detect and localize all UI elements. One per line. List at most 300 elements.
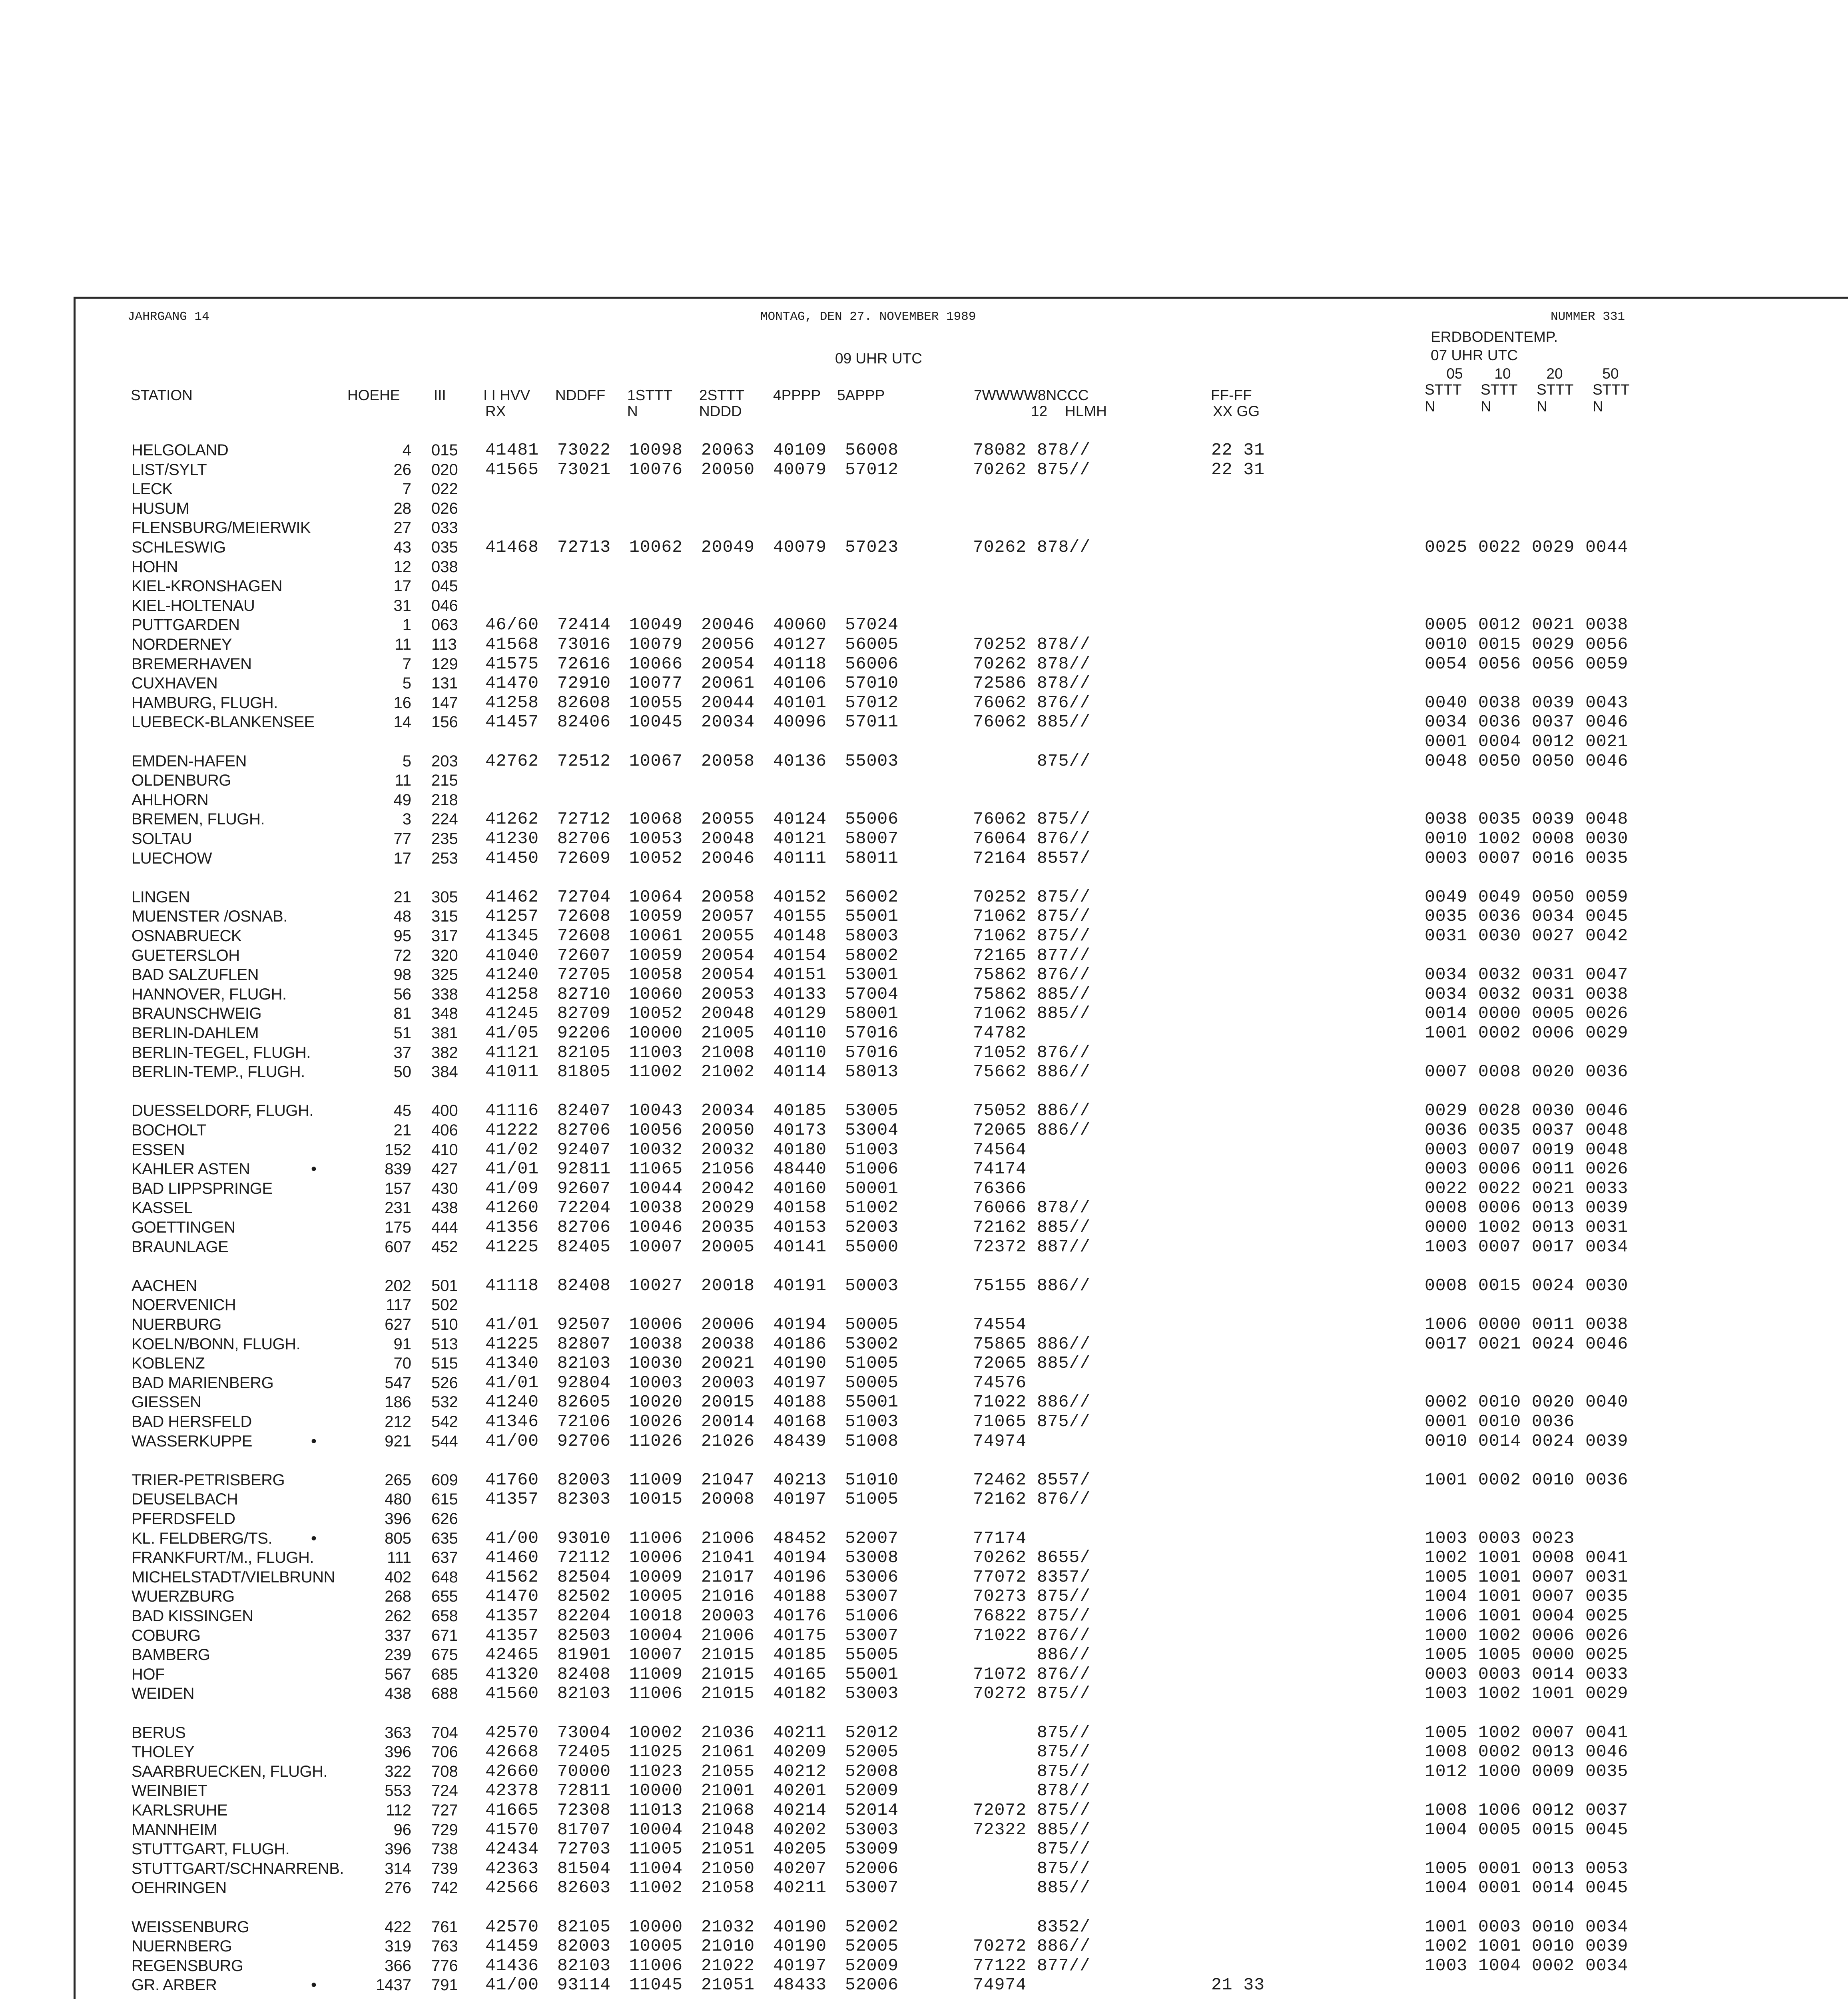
synop-group: 875//	[1037, 1722, 1091, 1742]
synop-group: 76062	[973, 809, 1027, 829]
synop-group: 41450	[485, 848, 539, 868]
synop-group: 886//	[1037, 1392, 1091, 1412]
station-number: 338	[431, 985, 458, 1003]
station-height: 31	[393, 597, 411, 614]
station-height: 265	[385, 1471, 411, 1489]
station-name: NUERNBERG	[132, 1937, 232, 1955]
synop-group: 10060	[629, 984, 683, 1004]
synop-group: 20048	[701, 829, 755, 848]
synop-group: 885//	[1037, 1819, 1091, 1839]
station-number: 727	[431, 1801, 458, 1819]
synop-group: 20054	[701, 654, 755, 674]
synop-group: 10061	[629, 926, 683, 946]
synop-group: 58003	[845, 926, 899, 946]
synop-group: 40160	[773, 1178, 827, 1198]
synop-group: 10032	[629, 1139, 683, 1159]
column-hlmh: HLMH	[1065, 403, 1107, 419]
synop-group: 74782	[973, 1023, 1027, 1043]
synop-group: 10046	[629, 1217, 683, 1237]
table-row	[76, 1004, 1848, 1023]
synop-group: 11003	[629, 1042, 683, 1062]
synop-group: 10045	[629, 712, 683, 732]
synop-group: 877//	[1037, 945, 1091, 965]
station-name: KL. FELDBERG/TS.	[132, 1529, 273, 1547]
synop-group: 20006	[701, 1315, 755, 1334]
synop-group: 40101	[773, 692, 827, 712]
station-height: 50	[393, 1063, 411, 1081]
synop-group: 20057	[701, 906, 755, 926]
synop-group: 53007	[845, 1878, 899, 1898]
table-row	[76, 1023, 1848, 1043]
station-number: 658	[431, 1607, 458, 1625]
synop-group: 40096	[773, 712, 827, 732]
synop-group: 52012	[845, 1722, 899, 1742]
soil-temperatures: 0017 0021 0024 0046	[1425, 1334, 1629, 1354]
synop-group: 81504	[557, 1858, 611, 1878]
table-row	[76, 596, 1848, 616]
synop-group: 40154	[773, 945, 827, 965]
column-nddd: NDDD	[699, 403, 742, 419]
station-height: 402	[385, 1568, 411, 1586]
soil-temperatures: 0008 0006 0013 0039	[1425, 1198, 1629, 1218]
synop-group: 20046	[701, 848, 755, 868]
soil-temperatures: 1008 1006 0012 0037	[1425, 1800, 1629, 1820]
station-height: 98	[393, 966, 411, 984]
synop-group: 76062	[973, 712, 1027, 732]
synop-group: 10068	[629, 809, 683, 829]
synop-group: 72512	[557, 751, 611, 771]
soil-temperatures: 1003 0007 0017 0034	[1425, 1237, 1629, 1257]
synop-group: 40111	[773, 848, 827, 868]
synop-group: 82105	[557, 1042, 611, 1062]
synop-group: 10004	[629, 1625, 683, 1645]
station-number: 317	[431, 927, 458, 945]
station-height: 314	[385, 1859, 411, 1877]
synop-group: 21010	[701, 1936, 755, 1956]
station-name: OLDENBURG	[132, 772, 231, 790]
table-row	[76, 1898, 1848, 1917]
synop-group: 40194	[773, 1548, 827, 1568]
synop-group: 92804	[557, 1373, 611, 1393]
synop-group: 10005	[629, 1586, 683, 1606]
synop-group: 876//	[1037, 829, 1091, 848]
station-height: 157	[385, 1179, 411, 1197]
station-number: 685	[431, 1665, 458, 1683]
synop-group: 55001	[845, 906, 899, 926]
station-name: BERLIN-TEGEL, FLUGH.	[132, 1043, 311, 1061]
station-height: 12	[393, 558, 411, 576]
mountain-station-marker: •	[311, 1529, 317, 1547]
station-name: LUEBECK-BLANKENSEE	[132, 713, 315, 731]
column-hoehe: HOEHE	[347, 387, 400, 403]
synop-group: 40214	[773, 1800, 827, 1820]
synop-group: 11009	[629, 1470, 683, 1490]
station-height: 21	[393, 888, 411, 906]
synop-group: 53007	[845, 1586, 899, 1606]
station-height: 45	[393, 1102, 411, 1120]
synop-group: 886//	[1037, 1334, 1091, 1354]
synop-group: 72607	[557, 945, 611, 965]
synop-group: 75862	[973, 984, 1027, 1004]
station-number: 325	[431, 966, 458, 984]
station-height: 627	[385, 1316, 411, 1333]
synop-group: 40079	[773, 537, 827, 557]
station-height: 49	[393, 791, 411, 809]
synop-group: 82709	[557, 1003, 611, 1023]
station-height: 396	[385, 1840, 411, 1858]
column-4pppp: 4PPPP	[773, 387, 821, 403]
soil-temperatures: 1004 1001 0007 0035	[1425, 1586, 1629, 1606]
soil-temperatures: 0014 0000 0005 0026	[1425, 1003, 1629, 1023]
synop-group: 40190	[773, 1936, 827, 1956]
synop-group: 72065	[973, 1353, 1027, 1373]
synop-group: 40188	[773, 1392, 827, 1412]
synop-group: 41568	[485, 634, 539, 654]
table-row	[76, 1140, 1848, 1160]
station-name: KAHLER ASTEN	[132, 1160, 250, 1178]
synop-group: 73016	[557, 634, 611, 654]
table-row	[76, 1451, 1848, 1470]
station-name: BAD SALZUFLEN	[132, 966, 259, 984]
mountain-station-marker: •	[311, 1432, 317, 1450]
station-name: GIESSEN	[132, 1393, 201, 1411]
synop-group: 20053	[701, 984, 755, 1004]
soil-temperatures: 1003 1004 0002 0034	[1425, 1955, 1629, 1975]
station-height: 480	[385, 1490, 411, 1508]
table-row	[76, 849, 1848, 868]
soil-temperatures: 0034 0032 0031 0038	[1425, 984, 1629, 1004]
synop-group: 74974	[973, 1431, 1027, 1451]
synop-group: 10003	[629, 1373, 683, 1393]
synop-group: 40109	[773, 440, 827, 460]
synop-group: 41356	[485, 1217, 539, 1237]
synop-group: 41/01	[485, 1159, 539, 1179]
column-1sttt: 1STTT	[627, 387, 673, 403]
synop-group: 40148	[773, 926, 827, 946]
synop-group: 20032	[701, 1139, 755, 1159]
column-iii: III	[434, 387, 446, 403]
station-number: 510	[431, 1316, 458, 1333]
soil-temperatures: 1003 1002 1001 0029	[1425, 1684, 1629, 1704]
soil-sttt-05: STTT	[1425, 381, 1462, 398]
station-number: 626	[431, 1510, 458, 1528]
station-height: 396	[385, 1510, 411, 1528]
synop-group: 21015	[701, 1684, 755, 1704]
soil-temperature-title: ERDBODENTEMP.	[1431, 329, 1558, 345]
synop-group: 885//	[1037, 1217, 1091, 1237]
synop-group: 41/02	[485, 1139, 539, 1159]
station-height: 231	[385, 1199, 411, 1217]
synop-group: 53008	[845, 1548, 899, 1568]
synop-group: 11013	[629, 1800, 683, 1820]
synop-group: 21050	[701, 1858, 755, 1878]
synop-group: 82408	[557, 1275, 611, 1295]
station-height: 16	[393, 694, 411, 712]
soil-temperatures: 0000 1002 0013 0031	[1425, 1217, 1629, 1237]
station-number: 156	[431, 713, 458, 731]
synop-group: 57004	[845, 984, 899, 1004]
synop-group: 876//	[1037, 1042, 1091, 1062]
station-height: 95	[393, 927, 411, 945]
table-row	[76, 1956, 1848, 1976]
synop-group: 75155	[973, 1275, 1027, 1295]
synop-group: 11025	[629, 1742, 683, 1762]
synop-group: 40185	[773, 1645, 827, 1665]
station-name: KOELN/BONN, FLUGH.	[132, 1335, 301, 1353]
synop-group: 42378	[485, 1781, 539, 1801]
synop-group: 51010	[845, 1470, 899, 1490]
synop-group: 11002	[629, 1878, 683, 1898]
synop-group: 72308	[557, 1800, 611, 1820]
station-height: 396	[385, 1743, 411, 1761]
synop-group: 41462	[485, 887, 539, 907]
station-number: 544	[431, 1432, 458, 1450]
station-number: 675	[431, 1646, 458, 1664]
soil-sttt-50: STTT	[1593, 381, 1630, 398]
station-number: 502	[431, 1296, 458, 1314]
synop-group: 41240	[485, 965, 539, 985]
synop-group: 10006	[629, 1315, 683, 1334]
soil-temperatures: 1006 0000 0011 0038	[1425, 1315, 1629, 1334]
station-name: DEUSELBACH	[132, 1490, 238, 1508]
data-sheet	[74, 297, 1848, 1999]
table-row	[76, 1587, 1848, 1606]
synop-group: 82103	[557, 1955, 611, 1975]
soil-depth-05: 05	[1446, 365, 1463, 382]
synop-group: 82706	[557, 1217, 611, 1237]
synop-group: 71052	[973, 1042, 1027, 1062]
station-name: EMDEN-HAFEN	[132, 752, 247, 770]
station-number: 724	[431, 1782, 458, 1800]
station-name: GUETERSLOH	[132, 946, 240, 964]
synop-group: 11009	[629, 1664, 683, 1684]
synop-group: 58002	[845, 945, 899, 965]
table-row	[76, 946, 1848, 966]
synop-group: 875//	[1037, 809, 1091, 829]
synop-group: 75865	[973, 1334, 1027, 1354]
synop-group: 20042	[701, 1178, 755, 1198]
station-number: 063	[431, 616, 458, 634]
synop-group: 82503	[557, 1625, 611, 1645]
soil-temperatures: 0034 0036 0037 0046	[1425, 712, 1629, 732]
synop-group: 72162	[973, 1489, 1027, 1509]
synop-group: 21048	[701, 1819, 755, 1839]
synop-group: 70262	[973, 654, 1027, 674]
synop-group: 11026	[629, 1431, 683, 1451]
station-height: 363	[385, 1724, 411, 1742]
station-number: 742	[431, 1879, 458, 1897]
synop-group: 40151	[773, 965, 827, 985]
soil-n-50: N	[1593, 398, 1603, 415]
synop-group: 10027	[629, 1275, 683, 1295]
synop-group: 40207	[773, 1858, 827, 1878]
synop-group: 20005	[701, 1237, 755, 1257]
synop-group: 40197	[773, 1489, 827, 1509]
synop-group: 875//	[1037, 1606, 1091, 1626]
station-number: 761	[431, 1918, 458, 1936]
synop-group: 10020	[629, 1392, 683, 1412]
synop-group: 52003	[845, 1217, 899, 1237]
station-number: 452	[431, 1238, 458, 1256]
table-row	[76, 1335, 1848, 1354]
table-row	[76, 693, 1848, 713]
synop-group: 886//	[1037, 1062, 1091, 1082]
table-row	[76, 1995, 1848, 1999]
synop-group: 72910	[557, 673, 611, 693]
station-name: BERLIN-TEMP., FLUGH.	[132, 1063, 305, 1081]
synop-group: 41436	[485, 1955, 539, 1975]
station-name: CUXHAVEN	[132, 674, 218, 692]
table-row	[76, 1354, 1848, 1373]
synop-group: 10098	[629, 440, 683, 460]
soil-temperatures: 0036 0035 0037 0048	[1425, 1120, 1629, 1140]
synop-group: 20015	[701, 1392, 755, 1412]
soil-temperatures: 1005 1005 0000 0025	[1425, 1645, 1629, 1665]
synop-group: 21015	[701, 1645, 755, 1665]
synop-group: 20035	[701, 1217, 755, 1237]
synop-group: 55006	[845, 809, 899, 829]
station-number: 035	[431, 539, 458, 556]
table-row	[76, 926, 1848, 946]
synop-group: 11006	[629, 1528, 683, 1548]
soil-temperatures: 0002 0010 0020 0040	[1425, 1392, 1629, 1412]
table-row	[76, 888, 1848, 907]
soil-temperatures: 1001 0002 0010 0036	[1425, 1470, 1629, 1490]
synop-group: 56005	[845, 634, 899, 654]
synop-group: 20050	[701, 459, 755, 479]
station-name: KASSEL	[132, 1199, 193, 1217]
synop-group: 875//	[1037, 906, 1091, 926]
station-name: BAMBERG	[132, 1646, 210, 1664]
station-height: 43	[393, 539, 411, 556]
station-number: 400	[431, 1102, 458, 1120]
soil-temperatures: 0048 0050 0050 0046	[1425, 751, 1629, 771]
synop-group: 875//	[1037, 1839, 1091, 1859]
synop-group: 72162	[973, 1217, 1027, 1237]
synop-group: 82405	[557, 1237, 611, 1257]
synop-group: 76822	[973, 1606, 1027, 1626]
mountain-station-marker: •	[311, 1160, 317, 1178]
station-name: BAD KISSINGEN	[132, 1607, 253, 1625]
table-row	[76, 752, 1848, 771]
synop-group: 41320	[485, 1664, 539, 1684]
synop-group: 41457	[485, 712, 539, 732]
synop-group: 74174	[973, 1159, 1027, 1179]
station-number: 704	[431, 1724, 458, 1742]
synop-group: 10055	[629, 692, 683, 712]
synop-group: 40196	[773, 1567, 827, 1587]
station-height: 921	[385, 1432, 411, 1450]
synop-group: 50003	[845, 1275, 899, 1295]
synop-group: 40114	[773, 1062, 827, 1082]
station-name: OSNABRUECK	[132, 927, 242, 945]
synop-group: 10067	[629, 751, 683, 771]
synop-group: 885//	[1037, 712, 1091, 732]
station-height: 11	[395, 636, 411, 653]
synop-group: 42762	[485, 751, 539, 771]
synop-group: 10062	[629, 537, 683, 557]
column-station: STATION	[131, 387, 193, 403]
synop-group: 73004	[557, 1722, 611, 1742]
station-number: 708	[431, 1762, 458, 1780]
synop-group: 20054	[701, 945, 755, 965]
soil-temperatures: 0049 0049 0050 0059	[1425, 887, 1629, 907]
synop-group: 72072	[973, 1800, 1027, 1820]
station-height: 56	[393, 985, 411, 1003]
synop-group: 70000	[557, 1761, 611, 1781]
synop-group: 40118	[773, 654, 827, 674]
station-name: LUECHOW	[132, 849, 212, 867]
station-number: 224	[431, 810, 458, 828]
synop-group: 41257	[485, 906, 539, 926]
soil-temperatures: 1008 0002 0013 0046	[1425, 1742, 1629, 1762]
station-height: 262	[385, 1607, 411, 1625]
synop-group: 92607	[557, 1178, 611, 1198]
synop-group: 41/00	[485, 1431, 539, 1451]
issue-number: NUMMER 331	[1551, 310, 1625, 324]
synop-group: 20008	[701, 1489, 755, 1509]
synop-group: 74554	[973, 1315, 1027, 1334]
synop-group: 72616	[557, 654, 611, 674]
table-row	[76, 1257, 1848, 1276]
table-row	[76, 1373, 1848, 1393]
synop-group: 885//	[1037, 1003, 1091, 1023]
soil-temperatures: 0010 1002 0008 0030	[1425, 829, 1629, 848]
synop-group: 41459	[485, 1936, 539, 1956]
soil-temperatures: 0007 0008 0020 0036	[1425, 1062, 1629, 1082]
station-number: 218	[431, 791, 458, 809]
synop-group: 72608	[557, 906, 611, 926]
station-number: 406	[431, 1121, 458, 1139]
station-height: 77	[393, 830, 411, 848]
synop-group: 40129	[773, 1003, 827, 1023]
synop-group: 21026	[701, 1431, 755, 1451]
synop-group: 72712	[557, 809, 611, 829]
synop-group: 10030	[629, 1353, 683, 1373]
synop-group: 886//	[1037, 1936, 1091, 1956]
synop-group: 56006	[845, 654, 899, 674]
station-name: BREMEN, FLUGH.	[132, 810, 265, 828]
synop-group: 877//	[1037, 1955, 1091, 1975]
synop-group: 21068	[701, 1800, 755, 1820]
soil-temperatures: 0038 0035 0039 0048	[1425, 809, 1629, 829]
synop-group: 81707	[557, 1819, 611, 1839]
station-number: 438	[431, 1199, 458, 1217]
station-number: 410	[431, 1141, 458, 1159]
station-number: 020	[431, 461, 458, 479]
station-name: KIEL-KRONSHAGEN	[132, 577, 283, 595]
station-name: SOLTAU	[132, 830, 192, 848]
synop-group: 75052	[973, 1101, 1027, 1121]
column-xx-gg: XX GG	[1213, 403, 1260, 419]
synop-group: 58001	[845, 1003, 899, 1023]
synop-group: 41230	[485, 829, 539, 848]
station-number: 381	[431, 1024, 458, 1042]
table-row	[76, 1606, 1848, 1626]
synop-group: 51003	[845, 1139, 899, 1159]
station-number: 427	[431, 1160, 458, 1178]
soil-temperatures: 1004 0001 0014 0045	[1425, 1878, 1629, 1898]
synop-group: 52005	[845, 1742, 899, 1762]
synop-group: 20055	[701, 926, 755, 946]
synop-group: 77072	[973, 1567, 1027, 1587]
synop-group: 20063	[701, 440, 755, 460]
station-name: THOLEY	[132, 1743, 195, 1761]
synop-group: 40136	[773, 751, 827, 771]
synop-group: 20046	[701, 615, 755, 635]
synop-group: 10049	[629, 615, 683, 635]
synop-group: 20021	[701, 1353, 755, 1373]
